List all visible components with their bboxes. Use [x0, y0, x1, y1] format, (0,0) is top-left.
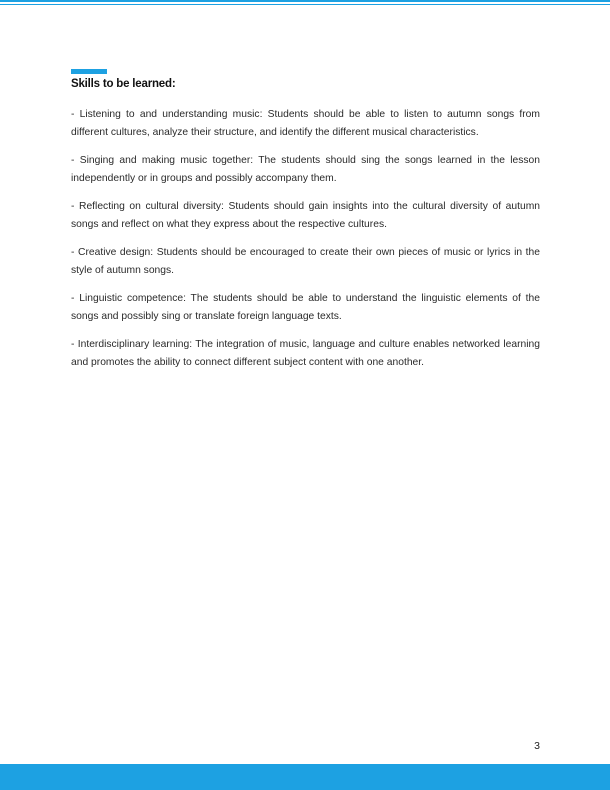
skill-listening: - Listening to and understanding music: Students should be able to listen to autumn songs from different cultures, analyze their structure, and identify the different musical characteristics.: [71, 109, 540, 138]
top-rule: [0, 0, 610, 2]
skill-creative-design: - Creative design: Students should be encouraged to create their own pieces of music or lyrics in the style of autumn songs.: [71, 247, 540, 276]
footer-band: [0, 764, 610, 790]
skill-linguistic-competence: - Linguistic competence: The students should be able to understand the linguistic elements of the songs and possibly sing or translate foreign language texts.: [71, 293, 540, 322]
section-heading: Skills to be learned:: [71, 78, 176, 90]
skill-cultural-diversity: - Reflecting on cultural diversity: Students should gain insights into the cultural diversity of autumn songs and reflect on what they express about the respective cultures.: [71, 201, 540, 230]
skill-singing: - Singing and making music together: The students should sing the songs learned in the lesson independently or in groups and possibly accompany them.: [71, 155, 540, 184]
top-rule-secondary: [0, 4, 610, 5]
page-number: 3: [534, 740, 540, 752]
heading-accent-bar: [71, 69, 107, 74]
skills-list: [71, 106, 540, 382]
skill-interdisciplinary-learning: - Interdisciplinary learning: The integration of music, language and culture enables networked learning and promotes the ability to connect different subject content with one another.: [71, 339, 540, 368]
